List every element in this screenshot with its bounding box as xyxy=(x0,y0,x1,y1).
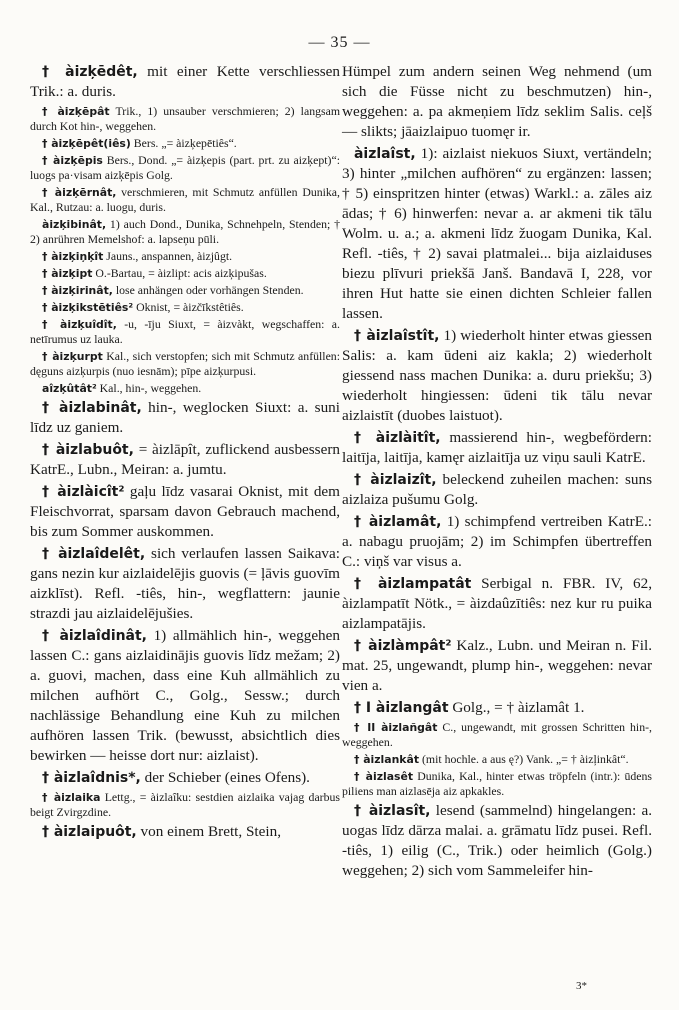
dictionary-entry xyxy=(30,626,340,766)
entry-text: -u, -īju Siuxt, = àizvàkt, wegschaffen: a. netīrumus uz lauka. xyxy=(30,317,340,346)
entry-text: beleckend zuheilen machen: suns aizlaiza pušumu Golg. xyxy=(342,471,652,508)
dictionary-entry xyxy=(342,698,652,718)
dictionary-entry xyxy=(30,768,340,788)
entry-headword: † àizlaîstît, xyxy=(354,328,440,344)
entry-headword: † I àizlangât xyxy=(354,700,449,716)
entry-headword: † àizlamât, xyxy=(354,514,442,530)
dictionary-entry xyxy=(342,636,652,696)
entry-text: verschmieren, mit Schmutz anfüllen Dunika, Kal., Rutzau: a. luogu, duris. xyxy=(30,185,340,214)
left-column xyxy=(30,62,340,844)
dictionary-entry xyxy=(30,440,340,480)
entry-text: 1) wiederholt hinter etwas giessen Salis: a. kam ūdeni aiz kakla; 2) wiederholt giessend nass machen Dunika: a. duru priekšu; 3) wiederholt hingiessen: ūdeni tik tālu nevar aizlaistīt (duobes laistuot). xyxy=(342,327,652,424)
entry-headword: † àizķirinât, xyxy=(42,284,113,297)
entry-text: massierend hin-, wegbefördern: laitīja, laitīja, kamęr aizlaitīja uz viņu sauli KatrE. xyxy=(342,429,652,466)
entry-headword: † àizlabuôt, xyxy=(42,442,134,458)
entry-text: O.-Bartau, = àizlipt: acis aizķipušas. xyxy=(92,266,267,280)
entry-headword: † àizlàitît, xyxy=(354,430,441,446)
entry-headword: † àizlasît, xyxy=(354,803,431,819)
entry-headword: † àizķēpât xyxy=(42,105,110,118)
entry-text: lesend (sammelnd) hingelangen: a. uogas līdz dārza malai. a. grāmatu līdz pusei. Refl. -tiês, 1) eilig (C., Trik.) oder heimlich (Golg.) weggehen; 2) sich vom Sammeleifer hin- xyxy=(342,802,652,879)
page-number: — 35 — xyxy=(308,34,371,51)
entry-text: Oknist, = àizčīkstêtiês. xyxy=(133,300,244,314)
entry-text: sich verlaufen lassen Saikava: gans nezin kur aizlaidelējis guovis (= ļāvis guovīm aizklīst). Refl. -tiês, hin-, wegflattern: jaunie strazdi jau aizlaidelējušies. xyxy=(30,545,340,622)
entry-headword: † àizlàicît² xyxy=(42,484,125,500)
dictionary-entry xyxy=(30,266,340,281)
dictionary-entry xyxy=(342,326,652,426)
dictionary-entry xyxy=(30,381,340,396)
entry-headword: † II àizlañgât xyxy=(354,721,438,734)
entry-headword: † àizķēpêt(iês) xyxy=(42,137,131,150)
entry-text: Kal., sich verstopfen; sich mit Schmutz anfüllen: dęguns aizķurpis (nuo iesnām); pīpe aizķurpusi. xyxy=(30,349,340,378)
entry-text: 1): aizlaist niekuos Siuxt, vertändeln; 3) hinter „milchen aufhören“ zu ergänzen: lassen; † 5) einspritzen hinter (etwas) Warkl.: a. zāles aiz ādas; † 6) hinwerfen: nevar a. ar akmeni tik tālu Wolm. u. a.; a. akmeni līdz žuogam Dunika, Kal. Refl. -tiês, † 2) savai platmalei... bija aizlaiduses biezu plīvuri priekšā Janš. Bandavā I, 228, vor ihren Hut hatte sie einen dichten Schleier fallen lassen. xyxy=(342,145,652,322)
entry-headword: † àizķēpis xyxy=(42,154,103,167)
dictionary-entry xyxy=(30,136,340,151)
entry-headword: aîzķûtât² xyxy=(42,382,97,395)
entry-text: hin-, weglocken Siuxt: a. suni līdz uz ganiem. xyxy=(30,399,340,436)
entry-headword: àizķibinât, xyxy=(42,218,107,231)
page-signature: 3* xyxy=(576,980,587,992)
dictionary-entry xyxy=(30,153,340,183)
entry-text: 1) schimpfend vertreiben KatrE.: a. nabagu pruojām; 2) im Schimpfen übertreffen C.: viņš var visus a. xyxy=(342,513,652,570)
entry-text: Jauns., anspannen, àizjûgt. xyxy=(103,249,233,263)
entry-text: Hümpel zum andern seinen Weg nehmend (um sich die Füsse nicht zu beschmutzen) hin-, weggehen: a. pa akmeņiem līdz seklim Salis. ceļš — slikts; jāaizlaipuo tuomęr ir. xyxy=(342,63,652,140)
entry-headword: † àizķurpt xyxy=(42,350,103,363)
entry-text: gaļu līdz vasarai Oknist, mit dem Fleischvorrat, sparsam davon Gebrauch machend, bis zum Sommer auskommen. xyxy=(30,483,340,540)
entry-headword: † àizķēdêt, xyxy=(42,64,138,80)
entry-headword: † àizlaizît, xyxy=(354,472,437,488)
dictionary-entry xyxy=(342,801,652,881)
dictionary-entry xyxy=(30,544,340,624)
entry-headword: † àizķiņķît xyxy=(42,250,104,263)
entry-text: Trik., 1) unsauber verschmieren; 2) langsam durch Kot hin-, weggehen. xyxy=(30,104,340,133)
dictionary-entry xyxy=(342,720,652,750)
entry-text: Kal., hin-, weggehen. xyxy=(96,381,202,395)
dictionary-entry xyxy=(30,790,340,820)
entry-text: Serbigal n. FBR. IV, 62, àizlampatīt Nötk., = àizdaûzītiês: nez kur ru puika aizlampatājis. xyxy=(342,575,652,632)
entry-text: Lettg., = àizlaîku: sestdien aizlaika vajag darbus beigt Zvirgzdine. xyxy=(30,790,341,819)
dictionary-entry xyxy=(30,217,340,247)
dictionary-entry xyxy=(30,249,340,264)
entry-headword: † àizlaîdelêt, xyxy=(42,546,146,562)
dictionary-entry xyxy=(342,574,652,634)
dictionary-entry xyxy=(342,144,652,324)
dictionary-entry xyxy=(30,398,340,438)
entry-text: Bers. „= àizķepētiês“. xyxy=(130,136,237,150)
entry-text: mit einer Kette verschliessen Trik.: a. duris. xyxy=(30,63,341,100)
entry-headword: † àizķipt xyxy=(42,267,93,280)
dictionary-entry xyxy=(342,470,652,510)
dictionary-entry xyxy=(30,300,340,315)
dictionary-entry xyxy=(30,349,340,379)
dictionary-entry xyxy=(342,769,652,799)
entry-headword: † àizlaîdinât, xyxy=(42,628,147,644)
entry-text: Dunika, Kal., hinter etwas tröpfeln (intr.): ūdens piliens man aizlasēja aiz apkakles. xyxy=(342,769,652,798)
entry-text: Bers., Dond. „= àizķepis (part. prt. zu aizķept)“: luogs pa·visam aizķēpis Golg. xyxy=(30,153,340,182)
entry-text: 1) allmählich hin-, weggehen lassen C.: gans aizlaidinājis guovis līdz mežam; 2) a. guovi, machen, dass eine Kuh allmählich zu milchen aufhört C., Golg., Sessw.; durch nachlässige Behandlung eine Kuh zu milchen aufhören lassen Trik. (bewusst, absichtlich dies bewirken — heisse dort nur: aizlaist). xyxy=(30,627,340,764)
dictionary-entry xyxy=(30,283,340,298)
dictionary-entry xyxy=(30,482,340,542)
entry-text: = àizlāpît, zuflickend ausbessern KatrE., Lubn., Meiran: a. jumtu. xyxy=(30,441,340,478)
entry-headword: † àizlabinât, xyxy=(42,400,142,416)
entry-headword: † àizlampatât xyxy=(354,576,472,592)
entry-headword: † àizlankât xyxy=(354,753,420,766)
dictionary-entry xyxy=(30,104,340,134)
entry-headword: † àizlasêt xyxy=(354,770,414,783)
entry-text: C., ungewandt, mit grossen Schritten hin-, weggehen. xyxy=(342,720,652,749)
entry-headword: † àizķērnât, xyxy=(42,186,117,199)
entry-text: Golg., = † àizlamât 1. xyxy=(448,699,585,716)
entry-headword: † àizlaipuôt, xyxy=(42,824,137,840)
dictionary-entry xyxy=(342,512,652,572)
entry-headword: † àizķikstētiês² xyxy=(42,301,134,314)
entry-text: 1) auch Dond., Dunika, Schnehpeln, Stenden; † 2) anrühren Memelshof: a. lapseņu pūli. xyxy=(30,217,340,246)
dictionary-entry xyxy=(30,185,340,215)
entry-text: lose anhängen oder vorhängen Stenden. xyxy=(112,283,304,297)
entry-headword: † àizķuîdît, xyxy=(42,318,117,331)
dictionary-entry xyxy=(30,62,340,102)
right-column xyxy=(342,62,652,883)
dictionary-entry xyxy=(342,752,652,767)
dictionary-entry xyxy=(30,822,340,842)
entry-headword: † àizlaîdnis*, xyxy=(42,770,141,786)
entry-text: von einem Brett, Stein, xyxy=(136,823,281,840)
entry-text: der Schieber (eines Ofens). xyxy=(140,769,310,786)
dictionary-entry xyxy=(30,317,340,347)
entry-headword: † àizlàmpât² xyxy=(354,638,452,654)
entry-headword: àizlaîst, xyxy=(354,146,416,162)
entry-text: (mit hochle. a aus ę?) Vank. „= † àizļinkât“. xyxy=(419,752,629,766)
dictionary-entry xyxy=(342,62,652,142)
entry-text: Kalz., Lubn. und Meiran n. Fil. mat. 25, ungewandt, plump hin-, weggehen: nevar vien a. xyxy=(342,637,652,694)
dictionary-entry xyxy=(342,428,652,468)
entry-headword: † àizlaika xyxy=(42,791,101,804)
